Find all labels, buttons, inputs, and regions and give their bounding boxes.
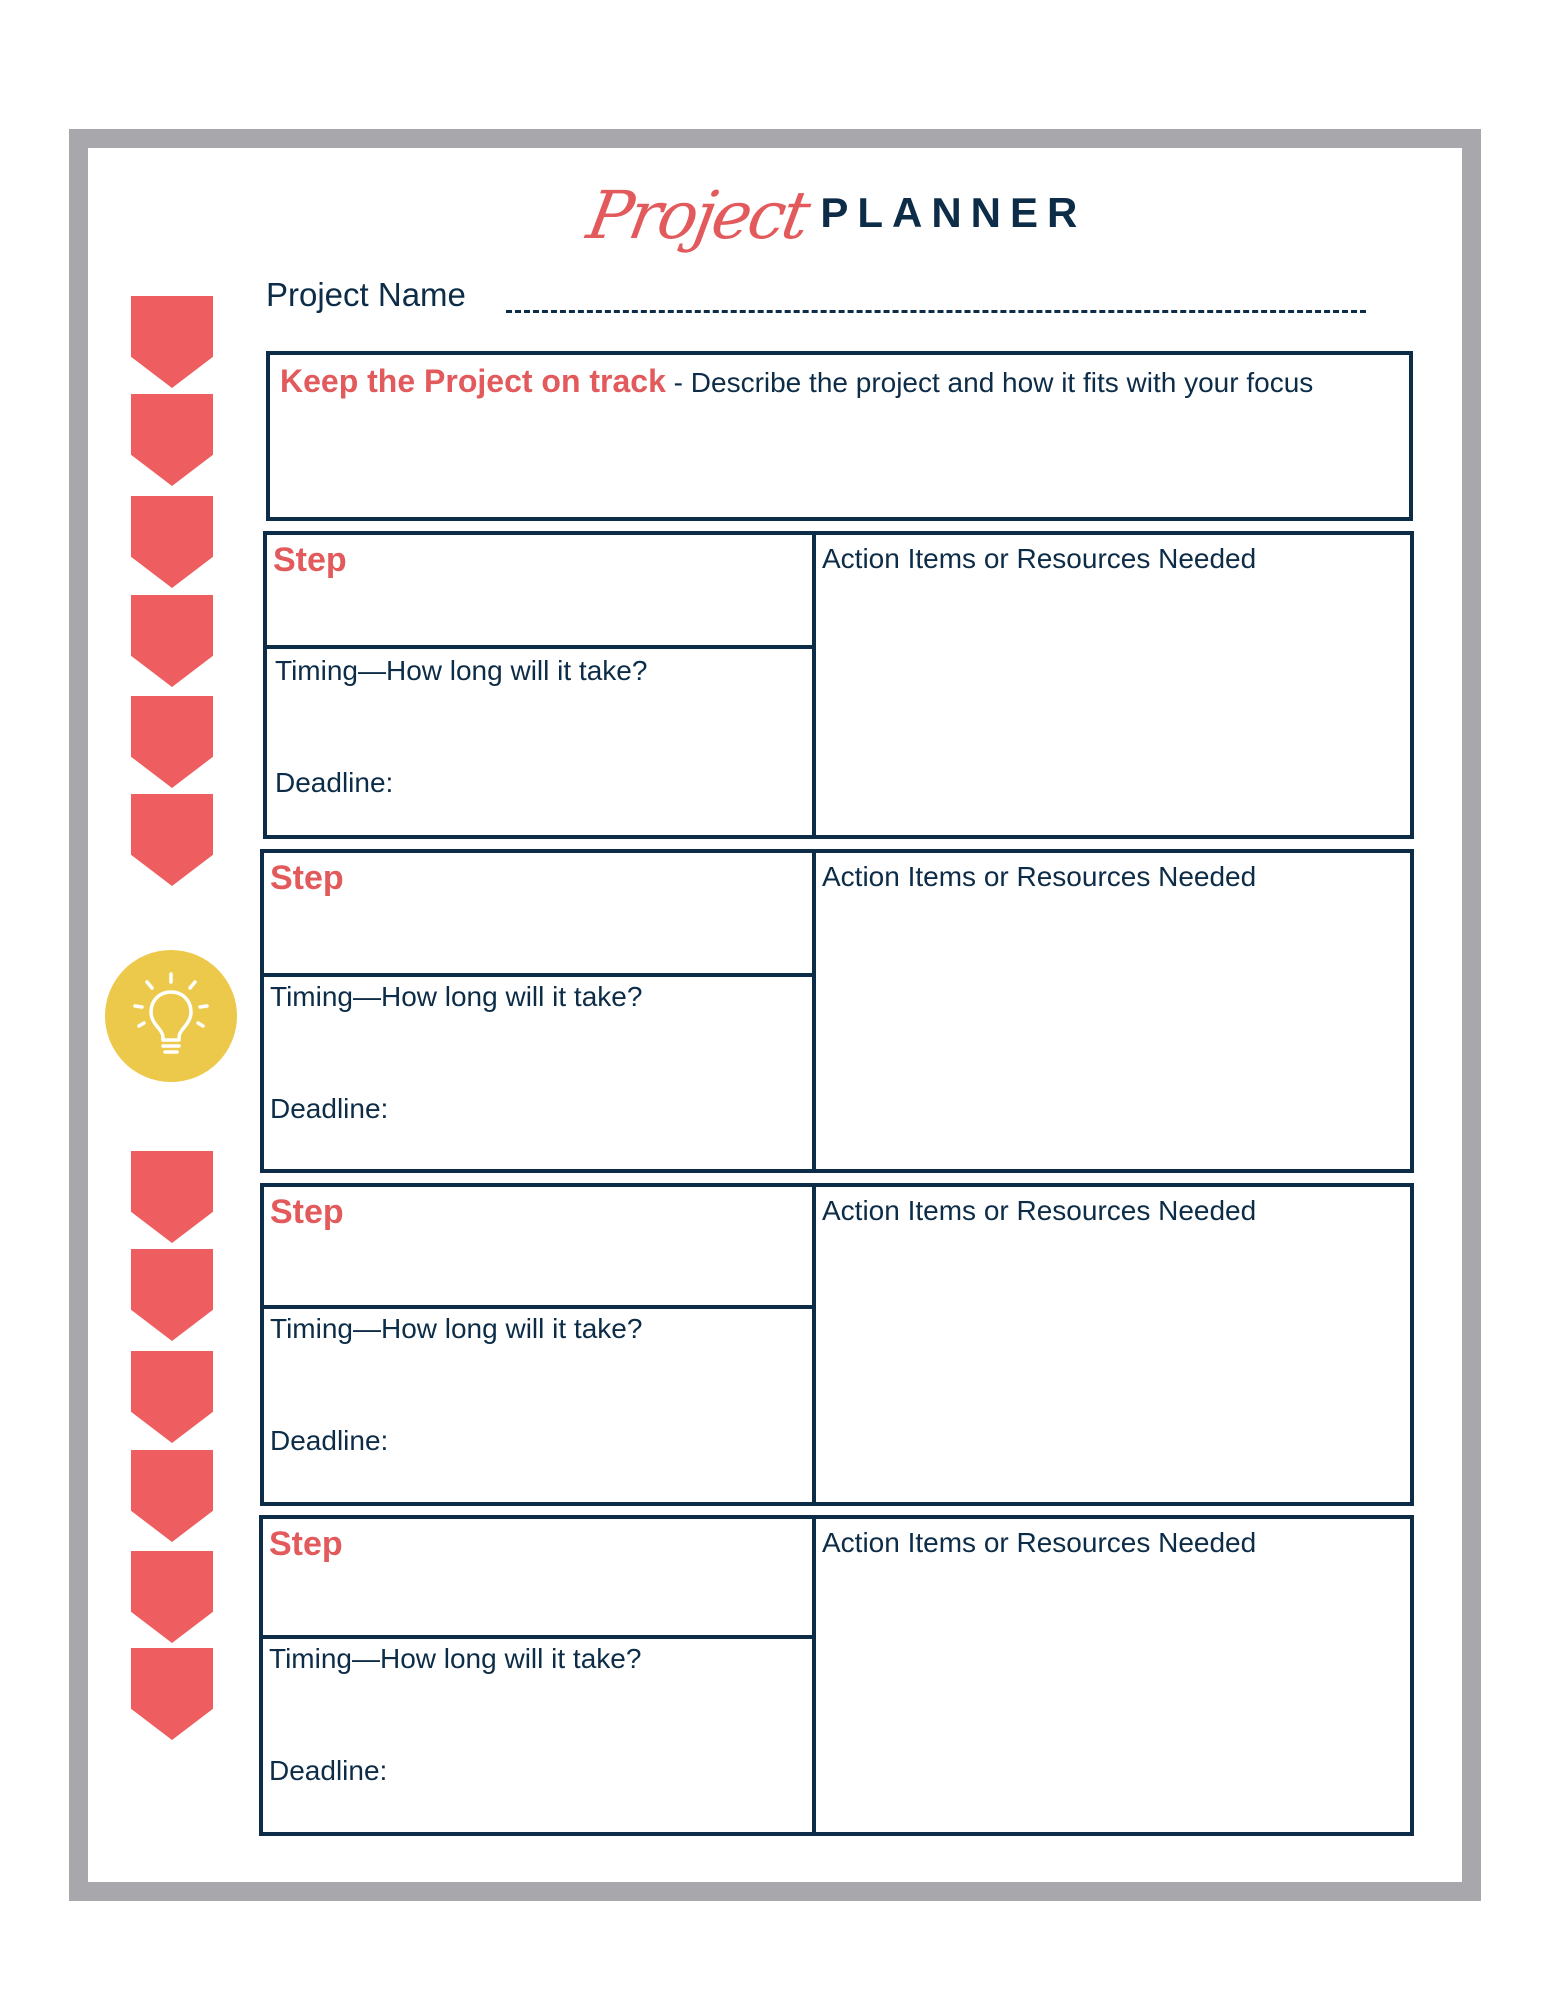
- timing-label: Timing—How long will it take?: [270, 981, 643, 1012]
- step-divider: [263, 1635, 812, 1639]
- lightbulb-glyph: [129, 970, 213, 1062]
- timing-label: Timing—How long will it take?: [269, 1643, 642, 1674]
- deadline-label: Deadline:: [270, 1425, 389, 1456]
- step-block-1: [263, 531, 1414, 839]
- step-label: Step: [269, 1525, 343, 1563]
- step-divider: [264, 973, 812, 977]
- step-label: Step: [270, 1193, 344, 1231]
- step-block-4: [259, 1515, 1414, 1836]
- step-left-column: [267, 535, 816, 835]
- focus-description: - Describe the project and how it fits with your focus: [673, 367, 1314, 398]
- page-title: [0, 168, 1545, 258]
- project-name-field[interactable]: [506, 310, 1366, 313]
- focus-text: [280, 363, 1313, 400]
- action-items-label: Action Items or Resources Needed: [822, 861, 1257, 892]
- step-label: Step: [270, 859, 344, 897]
- step-divider: [264, 1305, 812, 1309]
- step-divider: [267, 645, 812, 649]
- lightbulb-icon: [105, 950, 237, 1082]
- deadline-label: Deadline:: [269, 1755, 388, 1786]
- title-main: PLANNER: [820, 189, 1087, 236]
- focus-heading: Keep the Project on track: [280, 363, 666, 399]
- deadline-label: Deadline:: [270, 1093, 389, 1124]
- deadline-label: Deadline:: [275, 767, 394, 798]
- action-items-label: Action Items or Resources Needed: [822, 543, 1257, 574]
- action-items-label: Action Items or Resources Needed: [822, 1195, 1257, 1226]
- step-left-column: [264, 1187, 816, 1502]
- action-items-label: Action Items or Resources Needed: [822, 1527, 1257, 1558]
- step-left-column: [264, 853, 816, 1169]
- timing-label: Timing—How long will it take?: [270, 1313, 643, 1344]
- title-script: Project: [581, 176, 813, 254]
- step-block-3: [260, 1183, 1414, 1506]
- step-label: Step: [273, 541, 347, 579]
- timing-label: Timing—How long will it take?: [275, 655, 648, 686]
- focus-box[interactable]: [266, 351, 1413, 521]
- step-left-column: [263, 1519, 816, 1832]
- project-name-label: Project Name: [266, 276, 466, 313]
- step-block-2: [260, 849, 1414, 1173]
